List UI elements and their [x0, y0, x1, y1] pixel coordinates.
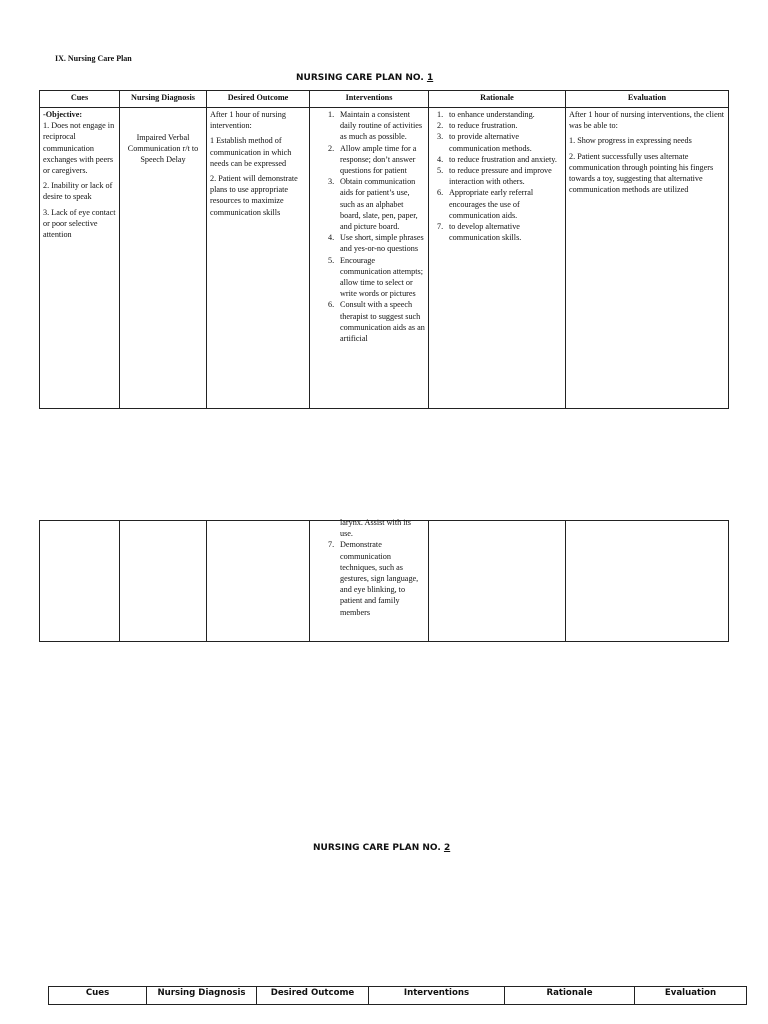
item-number: 2. — [328, 143, 335, 153]
item-text: to enhance understanding. — [449, 110, 535, 119]
outcome-intro: After 1 hour of nursing intervention: — [210, 110, 286, 131]
rationale-cell — [429, 521, 566, 642]
heading-prefix: NURSING CARE PLAN NO. — [313, 843, 444, 853]
rationale-item — [432, 221, 562, 243]
evaluation-item: 1. Show progress in expressing needs — [569, 136, 692, 146]
care-plan-1-table — [39, 90, 729, 409]
heading-prefix: NURSING CARE PLAN NO. — [296, 73, 427, 83]
care-plan-2-heading — [313, 843, 450, 853]
item-number: 3. — [328, 177, 335, 187]
cues-cell — [40, 108, 120, 409]
item-number: 6. — [328, 300, 335, 310]
column-header-cues: Cues — [40, 91, 120, 108]
item-text: to reduce pressure and improve interaction with others. — [449, 166, 552, 187]
rationale-item — [432, 120, 562, 131]
item-number: 5. — [328, 255, 335, 265]
rationale-item — [432, 154, 562, 165]
item-number: 1. — [328, 110, 335, 119]
interventions-cell — [310, 108, 429, 409]
column-header-evaluation: Evaluation — [635, 987, 747, 1005]
intervention-item — [313, 299, 425, 344]
cue-item: 2. Inability or lack of desire to speak — [43, 181, 113, 202]
heading-number: 1 — [426, 73, 434, 83]
item-text: Appropriate early referral encourages the use of communication aids. — [449, 188, 534, 220]
column-header-interventions: Interventions — [310, 91, 429, 108]
outcome-cell — [207, 521, 310, 642]
item-text: to reduce frustration. — [449, 121, 518, 131]
item-number: 1. — [437, 110, 444, 119]
item-number: 7. — [437, 222, 444, 232]
item-number: 3. — [437, 132, 444, 142]
care-plan-1-heading — [296, 73, 433, 83]
diagnosis-cell — [120, 521, 207, 642]
item-text: Maintain a consistent daily routine of activities as much as possible. — [340, 110, 423, 142]
item-text: Consult with a speech therapist to suggest such communication aids as an artificial — [340, 300, 425, 344]
item-number: 6. — [437, 188, 444, 198]
item-text: to reduce frustration and anxiety. — [449, 154, 557, 164]
item-text: Use short, simple phrases and yes-or-no questions — [340, 233, 424, 254]
evaluation-cell — [566, 108, 729, 409]
intervention-item — [313, 255, 425, 300]
intervention-item — [313, 539, 425, 617]
interventions-list — [313, 109, 425, 344]
evaluation-item: 2. Patient successfully uses alternate communication through pointing his fingers towards a toy, suggesting that alternative communication methods are utilized — [569, 151, 714, 195]
column-header-outcome: Desired Outcome — [257, 987, 369, 1005]
item-number: 5. — [437, 166, 444, 176]
evaluation-intro: After 1 hour of nursing interventions, the client was be able to: — [569, 110, 725, 131]
column-header-rationale: Rationale — [505, 987, 635, 1005]
intervention-item — [313, 109, 425, 143]
column-header-diagnosis: Nursing Diagnosis — [120, 91, 207, 108]
rationale-item — [432, 165, 562, 187]
item-text: Encourage communication attempts; allow time to select or write words or pictures — [340, 255, 423, 299]
cue-item: 1. Does not engage in reciprocal communication exchanges with peers or caregivers. — [43, 121, 115, 176]
table-header-row — [40, 91, 729, 108]
item-number: 4. — [328, 233, 335, 243]
intervention-item — [313, 143, 425, 177]
table-header-row — [49, 987, 747, 1005]
column-header-rationale: Rationale — [429, 91, 566, 108]
item-text: to provide alternative communication methods. — [449, 132, 532, 153]
outcome-item: 2. Patient will demonstrate plans to use appropriate resources to maximize communication skills — [210, 174, 298, 217]
intervention-item — [313, 176, 425, 232]
item-number: 4. — [437, 154, 444, 164]
care-plan-1-continued-table — [39, 520, 729, 642]
table-row — [40, 521, 729, 642]
outcome-item: 1 Establish method of communication in which needs can be expressed — [210, 136, 292, 168]
item-text: Demonstrate communication techniques, such as gestures, sign language, and eye blinking, to patient and family members — [340, 540, 419, 617]
cues-cell — [40, 521, 120, 642]
outcome-cell — [207, 108, 310, 409]
rationale-item — [432, 187, 562, 221]
cue-item: 3. Lack of eye contact or poor selective attention — [43, 207, 116, 240]
column-header-interventions: Interventions — [369, 987, 505, 1005]
column-header-cues: Cues — [49, 987, 147, 1005]
rationale-item — [432, 109, 562, 120]
item-number: 7. — [328, 540, 335, 550]
diagnosis-text: Impaired Verbal Communication r/t to Speech Delay — [127, 133, 199, 165]
heading-number: 2 — [443, 843, 451, 853]
table-row — [40, 108, 729, 409]
intervention-item — [313, 232, 425, 254]
cues-title: -Objective: — [43, 110, 83, 119]
section-title: IX. Nursing Care Plan — [55, 54, 132, 63]
rationale-item — [432, 131, 562, 153]
column-header-diagnosis: Nursing Diagnosis — [147, 987, 257, 1005]
care-plan-2-table — [48, 986, 747, 1005]
item-text: Obtain communication aids for patient’s use, such as an alphabet board, slate, pen, paper, and picture board. — [340, 177, 418, 232]
column-header-outcome: Desired Outcome — [207, 91, 310, 108]
item-text: Allow ample time for a response; don’t answer questions for patient — [340, 143, 417, 176]
item-text: to develop alternative communication skills. — [449, 222, 522, 243]
column-header-evaluation: Evaluation — [566, 91, 729, 108]
intervention-carryover: larynx. Assist with its use. — [340, 518, 411, 539]
interventions-cell — [310, 518, 429, 642]
interventions-list — [313, 539, 425, 617]
rationale-list — [432, 109, 562, 243]
diagnosis-cell — [120, 108, 207, 409]
rationale-cell — [429, 108, 566, 409]
evaluation-cell — [566, 521, 729, 642]
item-number: 2. — [437, 121, 444, 131]
